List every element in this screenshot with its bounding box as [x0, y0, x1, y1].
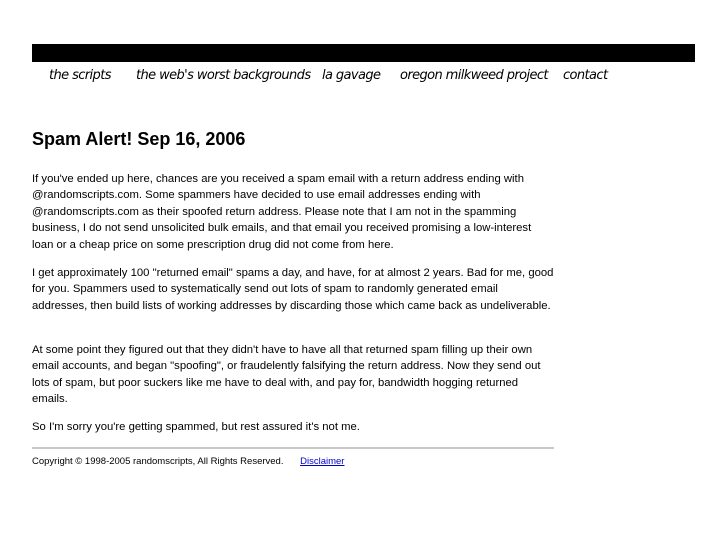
page-title: Spam Alert! Sep 16, 2006: [32, 129, 246, 149]
nav-item-worst-backgrounds[interactable]: the web's worst backgrounds: [136, 68, 311, 83]
footer-divider: [32, 447, 554, 449]
article-paragraph-2: I get approximately 100 "returned email" spams a day, and have, for at almost 2 years. Bad for me, good for you. Spammers used to systematically send out lots of spam to randomly generated email addresses, then build lists of working addresses by discarding those which came back as undeliverable.: [32, 267, 554, 312]
article: [32, 128, 554, 433]
nav-item-la-gavage[interactable]: la gavage: [322, 68, 381, 83]
nav-item-oregon-milkweed-project[interactable]: oregon milkweed project: [400, 68, 548, 83]
article-paragraph-1: If you've ended up here, chances are you received a spam email with a return address ending with @randomscripts.com. Some spammers have decided to use email addresses ending with @randomscripts.com as their spoofed return address. Please note that I am not in the spamming business, I do not send unsolicited bulk emails, and that email you received promising a low-interest loan or a cheap price on some prescription drug did not come from here.: [32, 173, 532, 251]
site-header: [32, 24, 695, 64]
copyright-text: Copyright © 1998-2005 randomscripts, All Rights Reserved.: [32, 456, 284, 467]
article-paragraph-4: So I'm sorry you're getting spammed, but rest assured it's not me.: [32, 421, 360, 433]
footer: [32, 455, 344, 468]
nav-item-contact[interactable]: contact: [563, 68, 608, 83]
header-bar: [32, 44, 695, 62]
article-paragraph-3: At some point they figured out that they didn't have to have all that returned spam filling up their own email accounts, and began "spoofing", or fraudelently falsifying the return address. Now they send out lots of spam, but poor suckers like me have to deal with, and pay for, bandwidth hogging returned emails.: [32, 344, 541, 406]
nav-item-the-scripts[interactable]: the scripts: [49, 68, 111, 83]
disclaimer-link[interactable]: Disclaimer: [300, 456, 345, 467]
